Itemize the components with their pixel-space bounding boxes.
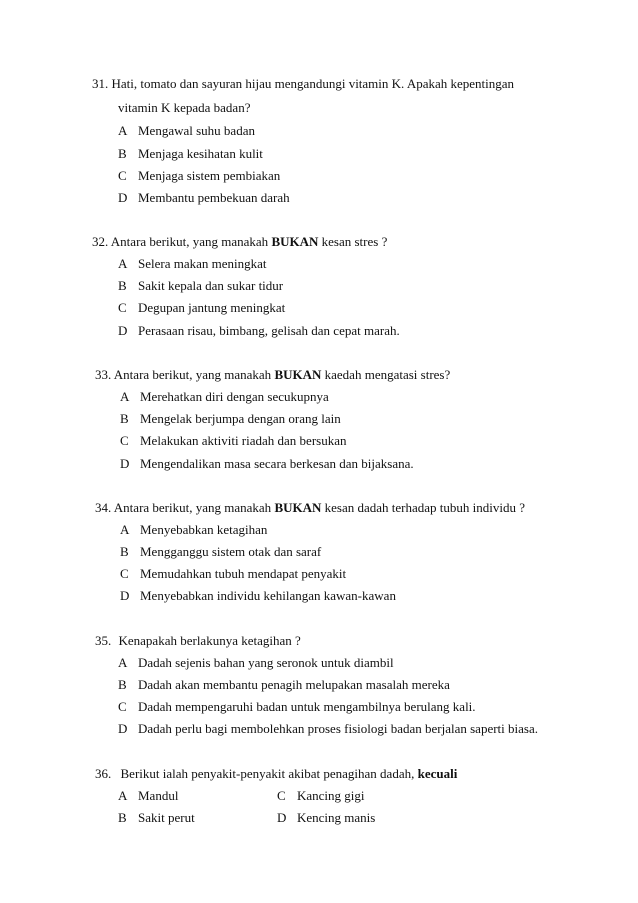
option-35-a <box>118 655 394 671</box>
option-letter: B <box>120 411 129 426</box>
option-letter: C <box>120 566 129 581</box>
option-letter: C <box>277 788 286 803</box>
option-letter: A <box>118 655 128 670</box>
option-text: Menjaga kesihatan kulit <box>138 146 263 161</box>
question-number: 36. <box>95 766 112 781</box>
option-text: Sakit kepala dan sukar tidur <box>138 278 284 293</box>
option-34-b <box>120 544 321 560</box>
option-text: Menyebabkan individu kehilangan kawan-kawan <box>140 588 396 603</box>
option-letter: B <box>120 544 129 559</box>
question-text: Hati, tomato dan sayuran hijau mengandungi vitamin K. Apakah kepentingan <box>111 76 515 91</box>
option-letter: D <box>120 588 130 603</box>
option-32-a <box>118 256 267 272</box>
question-31 <box>92 76 514 92</box>
question-32 <box>92 234 387 250</box>
question-emphasis: BUKAN <box>271 234 319 249</box>
option-letter: C <box>118 168 127 183</box>
question-34 <box>95 500 525 516</box>
option-letter: B <box>118 810 127 825</box>
question-number: 34. <box>95 500 112 515</box>
option-text: Memudahkan tubuh mendapat penyakit <box>140 566 347 581</box>
option-32-d <box>118 323 400 339</box>
question-emphasis: kecuali <box>417 766 458 781</box>
option-33-a <box>120 389 329 405</box>
question-text-after: kaedah mengatasi stres? <box>324 367 451 382</box>
question-text: Kenapakah berlakunya ketagihan ? <box>118 633 301 648</box>
option-32-b <box>118 278 283 294</box>
option-33-c <box>120 433 347 449</box>
option-text: Mengelak berjumpa dengan orang lain <box>140 411 341 426</box>
option-text: Menjaga sistem pembiakan <box>138 168 281 183</box>
question-text-after: kesan dadah terhadap tubuh individu ? <box>324 500 525 515</box>
option-34-d <box>120 588 396 604</box>
option-36-d <box>277 810 375 826</box>
option-34-a <box>120 522 267 538</box>
option-text: Kancing gigi <box>297 788 365 803</box>
option-text: Perasaan risau, bimbang, gelisah dan cepat marah. <box>138 323 400 338</box>
option-letter: C <box>118 699 127 714</box>
option-35-d <box>118 721 538 737</box>
option-36-b <box>118 810 195 826</box>
option-35-c <box>118 699 476 715</box>
option-letter: D <box>118 721 128 736</box>
option-31-b <box>118 146 263 162</box>
option-text: Dadah akan membantu penagih melupakan masalah mereka <box>138 677 450 692</box>
option-text: Dadah perlu bagi membolehkan proses fisiologi badan berjalan saperti biasa. <box>138 721 538 736</box>
question-text: Berikut ialah penyakit-penyakit akibat penagihan dadah, <box>120 766 415 781</box>
option-text: Dadah mempengaruhi badan untuk mengambilnya berulang kali. <box>138 699 476 714</box>
option-letter: C <box>118 300 127 315</box>
option-letter: C <box>120 433 129 448</box>
option-letter: D <box>118 190 128 205</box>
option-letter: A <box>118 788 128 803</box>
option-text: Mengawal suhu badan <box>138 123 255 138</box>
option-letter: D <box>118 323 128 338</box>
question-number: 35. <box>95 633 112 648</box>
option-text: Membantu pembekuan darah <box>138 190 290 205</box>
option-letter: A <box>118 123 128 138</box>
option-36-a <box>118 788 178 804</box>
option-text: Dadah sejenis bahan yang seronok untuk diambil <box>138 655 394 670</box>
question-emphasis: BUKAN <box>274 367 322 382</box>
option-letter: A <box>120 389 130 404</box>
option-text: Selera makan meningkat <box>138 256 267 271</box>
question-text: Antara berikut, yang manakah <box>113 500 272 515</box>
option-33-b <box>120 411 341 427</box>
option-text: Sakit perut <box>138 810 195 825</box>
question-35 <box>95 633 301 649</box>
option-text: Mengendalikan masa secara berkesan dan bijaksana. <box>140 456 414 471</box>
option-35-b <box>118 677 450 693</box>
question-33 <box>95 367 450 383</box>
option-letter: A <box>118 256 128 271</box>
question-text: Antara berikut, yang manakah <box>113 367 272 382</box>
option-text: Menyebabkan ketagihan <box>140 522 268 537</box>
option-31-d <box>118 190 290 206</box>
question-31-continuation: vitamin K kepada badan? <box>118 100 251 115</box>
option-text: Merehatkan diri dengan secukupnya <box>140 389 329 404</box>
option-31-a <box>118 123 255 139</box>
question-36 <box>95 766 457 782</box>
option-text: Mengganggu sistem otak dan saraf <box>140 544 322 559</box>
option-text: Kencing manis <box>297 810 376 825</box>
option-letter: A <box>120 522 130 537</box>
option-34-c <box>120 566 346 582</box>
option-36-c <box>277 788 365 804</box>
option-text: Degupan jantung meningkat <box>138 300 286 315</box>
question-text: Antara berikut, yang manakah <box>110 234 269 249</box>
option-text: Mandul <box>138 788 179 803</box>
question-text-after: kesan stres ? <box>321 234 388 249</box>
option-31-c <box>118 168 280 184</box>
question-number: 33. <box>95 367 112 382</box>
option-letter: D <box>120 456 130 471</box>
option-33-d <box>120 456 414 472</box>
question-number: 31. <box>92 76 109 91</box>
question-number: 32. <box>92 234 109 249</box>
option-letter: B <box>118 146 127 161</box>
question-emphasis: BUKAN <box>274 500 322 515</box>
option-letter: B <box>118 677 127 692</box>
option-letter: B <box>118 278 127 293</box>
option-text: Melakukan aktiviti riadah dan bersukan <box>140 433 347 448</box>
option-letter: D <box>277 810 287 825</box>
option-32-c <box>118 300 285 316</box>
